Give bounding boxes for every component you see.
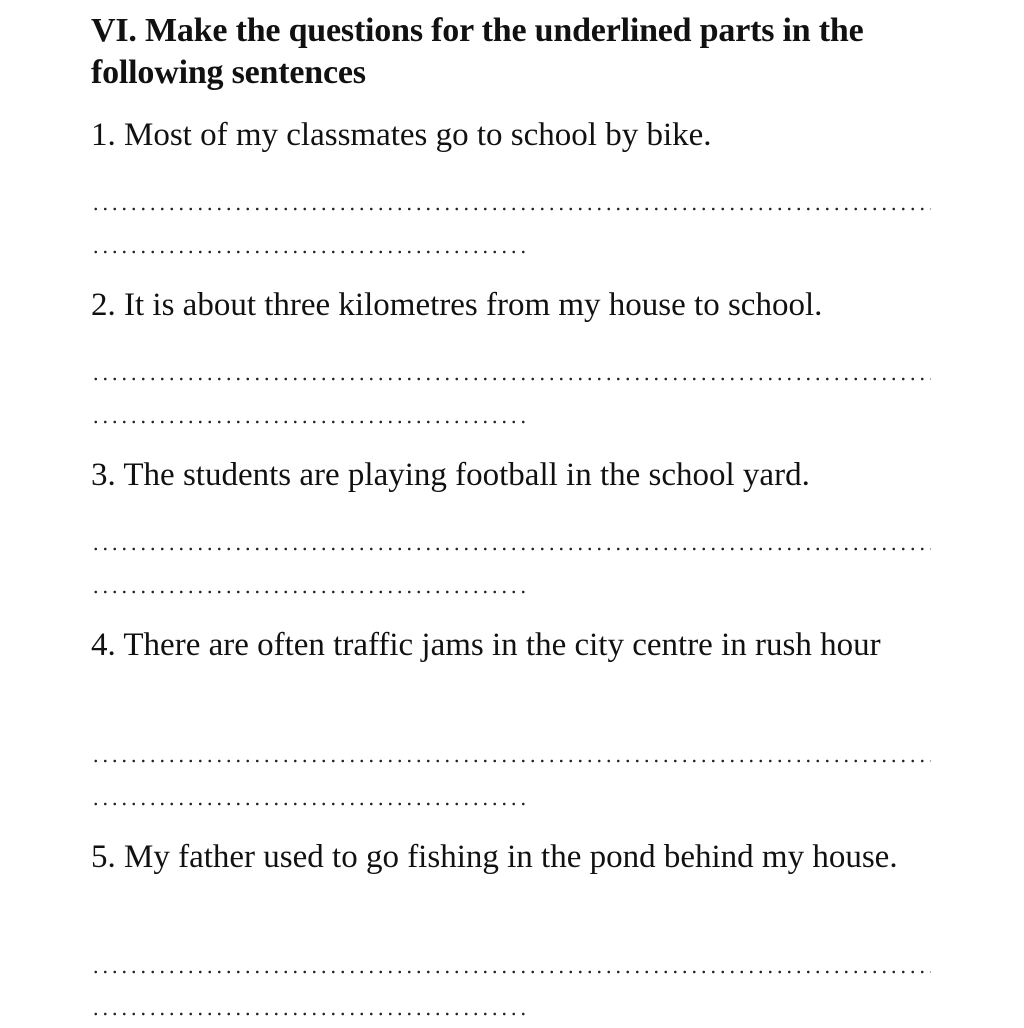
question-5: 5. My father used to go fishing in the pond behind my house. xyxy=(91,839,898,875)
question-4: 4. There are often traffic jams in the city centre in rush hour xyxy=(91,627,881,663)
answer-line-1a xyxy=(91,207,931,211)
question-1: 1. Most of my classmates go to school by bike. xyxy=(91,117,712,153)
answer-line-4b xyxy=(91,802,527,806)
question-3: 3. The students are playing football in the school yard. xyxy=(91,457,810,493)
answer-line-5a xyxy=(91,970,931,974)
answer-line-4a xyxy=(91,759,931,763)
answer-line-2a xyxy=(91,377,931,381)
answer-line-1b xyxy=(91,250,527,254)
answer-line-3a xyxy=(91,547,931,551)
question-2: 2. It is about three kilometres from my house to school. xyxy=(91,287,823,323)
exercise-title: VI. Make the questions for the underlined parts in the following sentences xyxy=(91,12,864,91)
answer-line-2b xyxy=(91,420,527,424)
answer-line-3b xyxy=(91,590,527,594)
answer-line-5b xyxy=(91,1012,527,1016)
